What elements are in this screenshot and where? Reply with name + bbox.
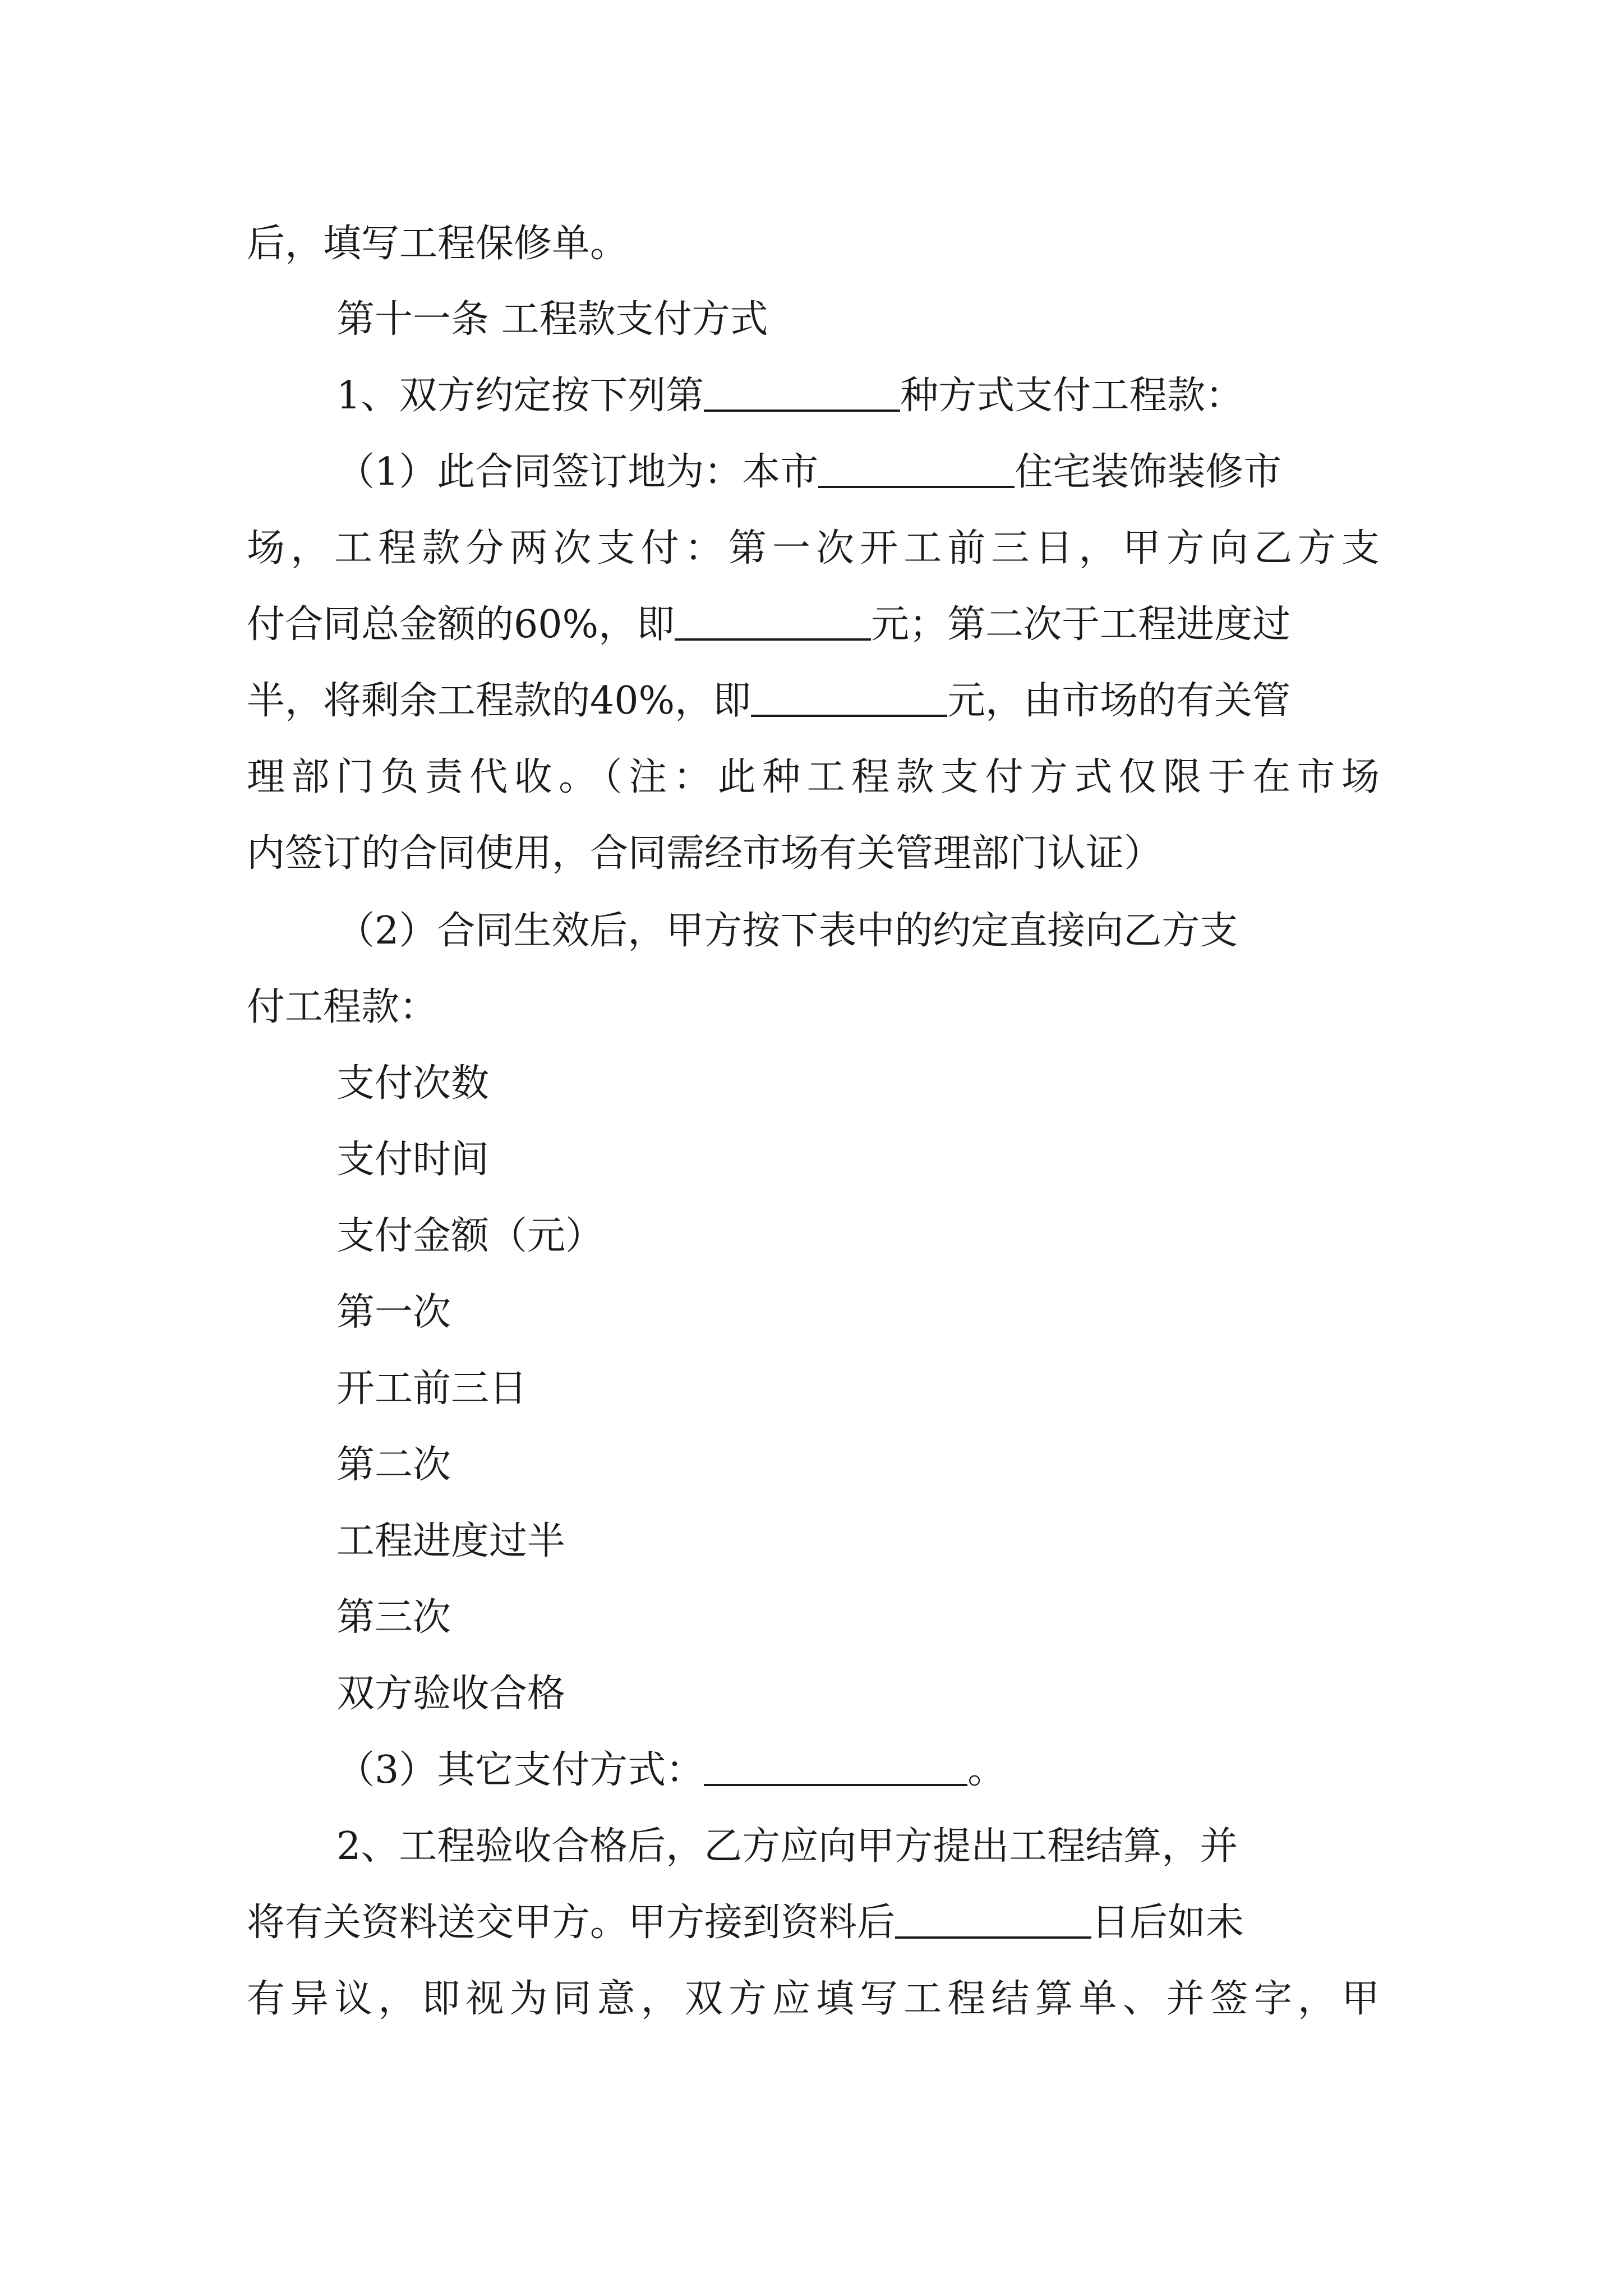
text-fragment: 第三次 [336, 1595, 451, 1640]
text-fragment: 内签订的合同使用，合同需经市场有关管理部门认证） [247, 831, 1163, 876]
heading-text: 第十一条 工程款支付方式 [336, 297, 768, 342]
text-fragment: 理部门负责代收。（注：此种工程款支付方式仅限于在市场 [247, 755, 1380, 799]
text-fragment: 元；第二次于工程进度过 [871, 602, 1291, 647]
section-heading [336, 280, 1623, 359]
text-fragment: 元，由市场的有关管 [947, 679, 1291, 723]
fill-in-blank[interactable] [751, 681, 947, 717]
text-line [247, 662, 1623, 740]
text-line [247, 586, 1623, 664]
text-fragment: 工程进度过半 [336, 1519, 566, 1563]
table-cell-text [336, 1502, 1623, 1581]
text-fragment: 日后如未 [1091, 1901, 1244, 1945]
text-fragment: 第一次 [336, 1290, 451, 1335]
text-fragment: 支付金额（元） [336, 1214, 604, 1258]
fill-in-blank[interactable] [704, 1750, 967, 1786]
text-fragment: 有异议，即视为同意，双方应填写工程结算单、并签字，甲 [247, 1977, 1380, 2021]
text-line [336, 892, 1623, 970]
text-line [247, 205, 1623, 283]
fill-in-blank[interactable] [818, 452, 1015, 488]
text-fragment: （2）合同生效后，甲方按下表中的约定直接向乙方支 [336, 909, 1238, 953]
text-fragment: 支付时间 [336, 1138, 490, 1182]
text-fragment: 将有关资料送交甲方。甲方接到资料后 [247, 1901, 896, 1945]
text-fragment: 第二次 [336, 1443, 451, 1487]
fill-in-blank[interactable] [895, 1903, 1091, 1939]
text-line [247, 738, 1380, 817]
text-fragment: 后，填写工程保修单。 [247, 222, 629, 266]
text-line [247, 968, 1623, 1047]
text-fragment: 付合同总金额的60%，即 [247, 602, 675, 647]
text-line [247, 1960, 1380, 2039]
text-line [247, 1884, 1623, 1962]
text-fragment: 双方验收合格 [336, 1672, 566, 1716]
text-fragment: 付工程款： [247, 985, 438, 1029]
table-cell-text [336, 1045, 1623, 1123]
table-cell-text [336, 1350, 1623, 1428]
text-fragment: 场，工程款分两次支付：第一次开工前三日，甲方向乙方支 [247, 526, 1380, 570]
table-cell-text [336, 1121, 1623, 1199]
text-line [247, 815, 1623, 893]
text-fragment: 开工前三日 [336, 1366, 528, 1411]
table-cell-text [336, 1426, 1623, 1504]
text-fragment: 住宅装饰装修市 [1015, 450, 1282, 494]
text-fragment: 种方式支付工程款： [900, 374, 1244, 418]
table-cell-text [336, 1655, 1623, 1733]
table-cell-text [336, 1273, 1623, 1352]
table-cell-text [336, 1197, 1623, 1276]
text-line [336, 357, 1623, 435]
text-fragment: 支付次数 [336, 1061, 490, 1106]
fill-in-blank[interactable] [704, 376, 900, 412]
text-line [336, 433, 1623, 512]
fill-in-blank[interactable] [675, 605, 871, 641]
text-fragment: 。 [967, 1748, 1006, 1792]
text-line [336, 1731, 1623, 1810]
text-line [247, 509, 1380, 588]
text-fragment: 半，将剩余工程款的40%，即 [247, 679, 751, 723]
text-fragment: 2、工程验收合格后，乙方应向甲方提出工程结算，并 [336, 1824, 1238, 1869]
text-line [336, 1807, 1623, 1886]
text-fragment: （3）其它支付方式： [336, 1748, 704, 1792]
text-fragment: 1、双方约定按下列第 [336, 374, 704, 418]
text-fragment: （1）此合同签订地为：本市 [336, 450, 819, 494]
table-cell-text [336, 1579, 1623, 1657]
